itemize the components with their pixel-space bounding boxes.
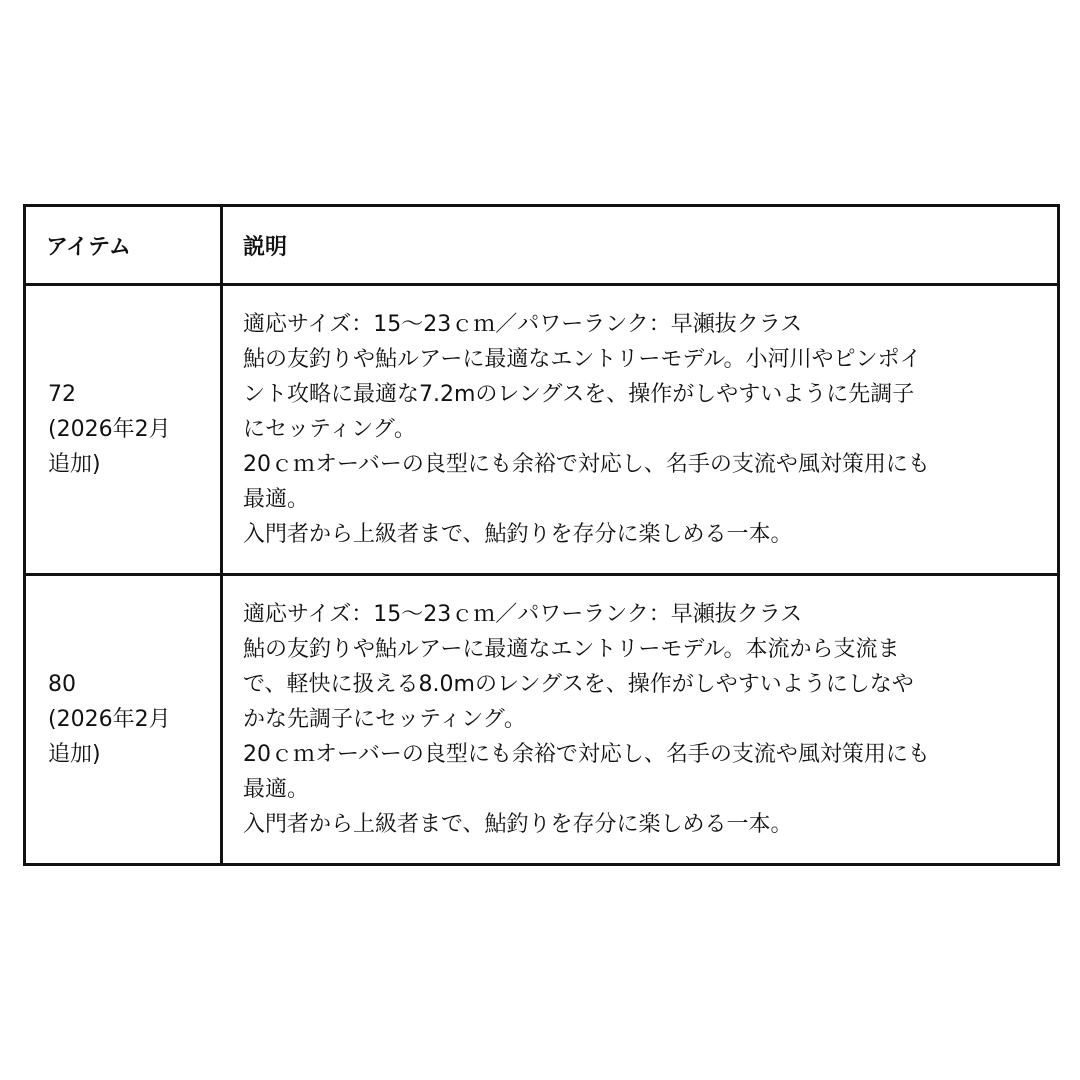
item-cell bbox=[25, 285, 222, 575]
description-line: 適応サイズ：15〜23ｃｍ／パワーランク：早瀬抜クラス bbox=[243, 602, 803, 627]
description-line: で、軽快に扱える8.0mのレングスを、操作がしやすいようにしなや bbox=[243, 672, 914, 697]
description-line: 20ｃｍオーバーの良型にも余裕で対応し、名手の支流や風対策用にも bbox=[243, 452, 930, 477]
description-cell bbox=[222, 575, 1059, 865]
item-added-date: (2026年2月 bbox=[48, 417, 171, 442]
description-line: 入門者から上級者まで、鮎釣りを存分に楽しめる一本。 bbox=[243, 812, 793, 837]
table-body bbox=[25, 285, 1059, 865]
description-line: 鮎の友釣りや鮎ルアーに最適なエントリーモデル。本流から支流ま bbox=[243, 637, 900, 662]
description-line: 適応サイズ：15〜23ｃｍ／パワーランク：早瀬抜クラス bbox=[243, 312, 803, 337]
item-model: 72 bbox=[48, 382, 76, 407]
description-line: にセッティング。 bbox=[243, 417, 416, 442]
description-line: 最適。 bbox=[243, 487, 310, 512]
description-line: 最適。 bbox=[243, 777, 310, 802]
description-line: 20ｃｍオーバーの良型にも余裕で対応し、名手の支流や風対策用にも bbox=[243, 742, 930, 767]
item-added-label: 追加) bbox=[48, 452, 101, 477]
description-line: かな先調子にセッティング。 bbox=[243, 707, 526, 732]
description-cell bbox=[222, 285, 1059, 575]
product-spec-table bbox=[23, 204, 1060, 866]
item-added-date: (2026年2月 bbox=[48, 707, 171, 732]
header-row bbox=[25, 206, 1059, 285]
header-item: アイテム bbox=[25, 206, 222, 285]
description-line: ント攻略に最適な7.2mのレングスを、操作がしやすいように先調子 bbox=[243, 382, 915, 407]
item-cell bbox=[25, 575, 222, 865]
table-header bbox=[25, 206, 1059, 285]
table-row bbox=[25, 285, 1059, 575]
description-line: 入門者から上級者まで、鮎釣りを存分に楽しめる一本。 bbox=[243, 522, 793, 547]
description-line: 鮎の友釣りや鮎ルアーに最適なエントリーモデル。小河川やピンポイ bbox=[243, 347, 922, 372]
item-added-label: 追加) bbox=[48, 742, 101, 767]
table-row bbox=[25, 575, 1059, 865]
header-description: 説明 bbox=[222, 206, 1059, 285]
item-model: 80 bbox=[48, 672, 76, 697]
